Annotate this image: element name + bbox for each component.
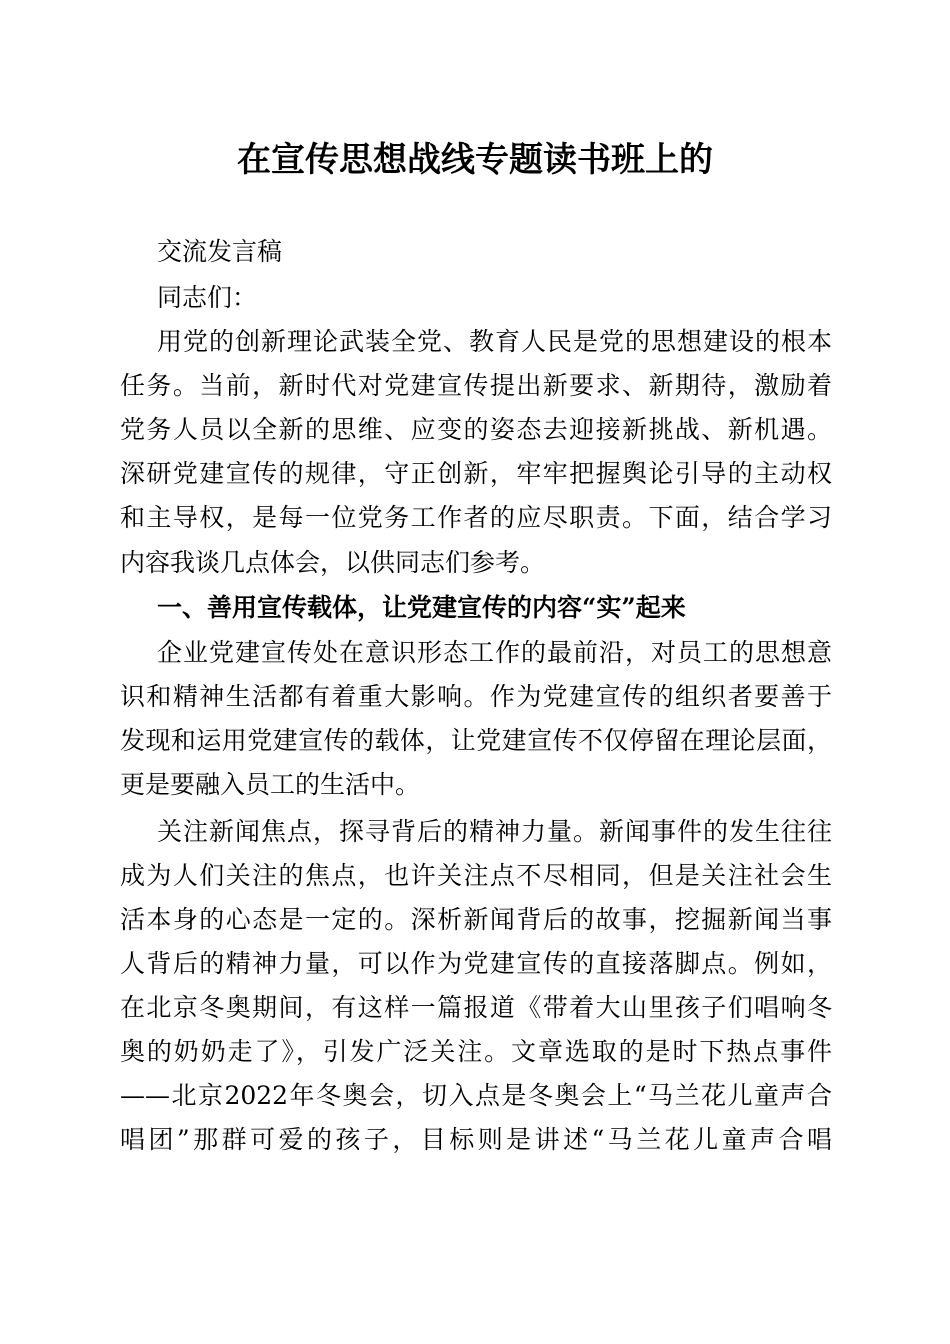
paragraph-line: 内容我谈几点体会，以供同志们参考。 — [120, 548, 546, 577]
paragraph-line: 唱团”那群可爱的孩子，目标则是讲述“马兰花儿童声合唱 — [120, 1125, 832, 1154]
paragraph-line: 在北京冬奥期间，有这样一篇报道《带着大山里孩子们唱响冬 — [120, 993, 832, 1022]
paragraph-line: 人背后的精神力量，可以作为党建宣传的直接落脚点。例如， — [120, 949, 832, 978]
paragraph-line: 用党的创新理论武装全党、教育人民是党的思想建设的根本 — [157, 327, 832, 356]
paragraph-line: 更是要融入员工的生活中。 — [120, 770, 421, 799]
document-subtitle: 交流发言稿 — [157, 237, 283, 266]
salutation: 同志们： — [157, 283, 258, 312]
document-title: 在宣传思想战线专题读书班上的 — [237, 140, 713, 180]
paragraph-line: 关注新闻焦点，探寻背后的精神力量。新闻事件的发生往往 — [157, 817, 832, 846]
paragraph-line: 发现和运用党建宣传的载体，让党建宣传不仅停留在理论层面， — [120, 726, 832, 755]
paragraph-line: 深研党建宣传的规律，守正创新，牢牢把握舆论引导的主动权 — [120, 459, 832, 488]
paragraph-line: 奥的奶奶走了》，引发广泛关注。文章选取的是时下热点事件 — [120, 1037, 832, 1066]
paragraph-line: 活本身的心态是一定的。深析新闻背后的故事，挖掘新闻当事 — [120, 905, 832, 934]
section-heading: 一、善用宣传载体，让党建宣传的内容“实”起来 — [157, 593, 686, 622]
paragraph-line: 任务。当前，新时代对党建宣传提出新要求、新期待，激励着 — [120, 371, 832, 400]
paragraph-line: ——北京2022年冬奥会，切入点是冬奥会上“马兰花儿童声合 — [120, 1081, 832, 1110]
paragraph-line: 和主导权，是每一位党务工作者的应尽职责。下面，结合学习 — [120, 503, 832, 532]
paragraph-line: 成为人们关注的焦点，也许关注点不尽相同，但是关注社会生 — [120, 861, 832, 890]
paragraph-line: 党务人员以全新的思维、应变的姿态去迎接新挑战、新机遇。 — [120, 415, 832, 444]
paragraph-line: 企业党建宣传处在意识形态工作的最前沿，对员工的思想意 — [157, 638, 832, 667]
paragraph-line: 识和精神生活都有着重大影响。作为党建宣传的组织者要善于 — [120, 682, 832, 711]
